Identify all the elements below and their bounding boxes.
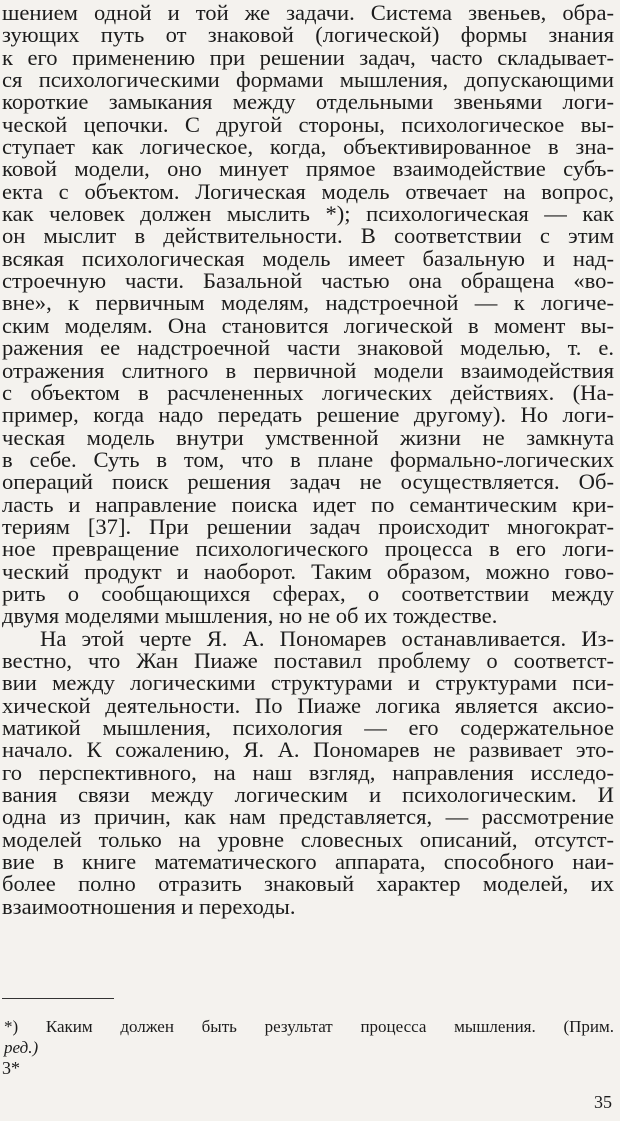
text-line: ласть и направление поиска идет по семантическим кри- xyxy=(2,491,614,517)
text-line: ческий продукт и наоборот. Таким образом, можно гово- xyxy=(2,558,614,584)
text-line: матикой мышления, психология — его содержательное xyxy=(2,715,614,740)
text-line: взаимоотношения и переходы. xyxy=(2,893,296,919)
footnote-line-1: *) Каким должен быть результат процесса мышления. (Прим. xyxy=(4,1017,614,1036)
text-line: На этой черте Я. А. Пономарев останавливается. Из- xyxy=(40,625,614,651)
text-line: короткие замыкания между отдельными звеньями логи- xyxy=(2,89,614,115)
text-line: вестно, что Жан Пиаже поставил проблему о соответст- xyxy=(2,647,614,673)
footnote-line-2: ред.) xyxy=(4,1038,39,1057)
text-line: вне», к первичным моделям, надстроечной — к логиче- xyxy=(2,290,614,316)
text-line: более полно отразить знаковый характер моделей, их xyxy=(2,871,614,897)
text-line: хической деятельности. По Пиаже логика является аксио- xyxy=(2,692,614,718)
text-line: моделей только на уровне словесных описаний, отсутст- xyxy=(2,826,614,852)
text-line: ся психологическими формами мышления, допускающими xyxy=(2,67,614,93)
text-line: операций поиск решения задач не осуществляется. Об- xyxy=(2,469,614,495)
text-line: ковой модели, оно минует прямое взаимодействие субъ- xyxy=(2,156,614,182)
text-line: всякая психологическая модель имеет базальную и над- xyxy=(2,245,614,271)
text-line: вие в книге математического аппарата, способного наи- xyxy=(2,849,614,875)
text-line: зующих путь от знаковой (логической) формы знания xyxy=(2,22,614,48)
text-line: начало. К сожалению, Я. А. Пономарев не развивает это- xyxy=(2,737,614,763)
text-line: ное превращение психологического процесса в его логи- xyxy=(2,536,614,562)
text-line: ческой цепочки. С другой стороны, психологическое вы- xyxy=(2,111,614,137)
text-line: он мыслит в действительности. В соответствии с этим xyxy=(2,223,614,249)
text-line: одна из причин, как нам представляется, — рассмотрение xyxy=(2,804,614,830)
body-text xyxy=(2,2,614,918)
text-line: к его применению при решении задач, часто складывает- xyxy=(2,44,614,70)
page-number: 35 xyxy=(594,1092,612,1112)
text-line: вии между логическими структурами и структурами пси- xyxy=(2,670,614,696)
text-line: пример, когда надо передать решение другому). Но логи- xyxy=(2,402,614,428)
text-line: териям [37]. При решении задач происходит многократ- xyxy=(2,513,614,539)
text-line: отражения слитного в первичной модели взаимодействия xyxy=(2,357,614,383)
footnote-divider xyxy=(2,998,114,999)
footnote xyxy=(4,1016,614,1058)
text-line: с объектом в расчлененных логических действиях. (На- xyxy=(2,379,614,405)
text-line: екта с объектом. Логическая модель отвечает на вопрос, xyxy=(2,178,614,204)
text-line: рить о сообщающихся сферах, о соответствии между xyxy=(2,580,614,606)
text-line: шением одной и той же задачи. Система звеньев, обра- xyxy=(2,0,614,25)
text-line: двумя моделями мышления, но не об их тождестве. xyxy=(2,603,498,629)
text-line: ским моделям. Она становится логической в момент вы- xyxy=(2,312,614,338)
text-line: как человек должен мыслить *); психологическая — как xyxy=(2,201,614,227)
text-line: строечную части. Базальной частью она обращена «во- xyxy=(2,268,614,294)
text-line: в себе. Суть в том, что в плане формально-логических xyxy=(2,446,614,472)
text-line: ческая модель внутри умственной жизни не замкнута xyxy=(2,424,614,450)
text-line: вания связи между логическим и психологическим. И xyxy=(2,782,614,808)
text-line: ражения ее надстроечной части знаковой моделью, т. е. xyxy=(2,335,614,361)
text-line: ступает как логическое, когда, объективированное в зна- xyxy=(2,134,614,160)
text-line: го перспективного, на наш взгляд, направления исследо- xyxy=(2,759,614,785)
signature-mark: 3* xyxy=(2,1058,20,1078)
